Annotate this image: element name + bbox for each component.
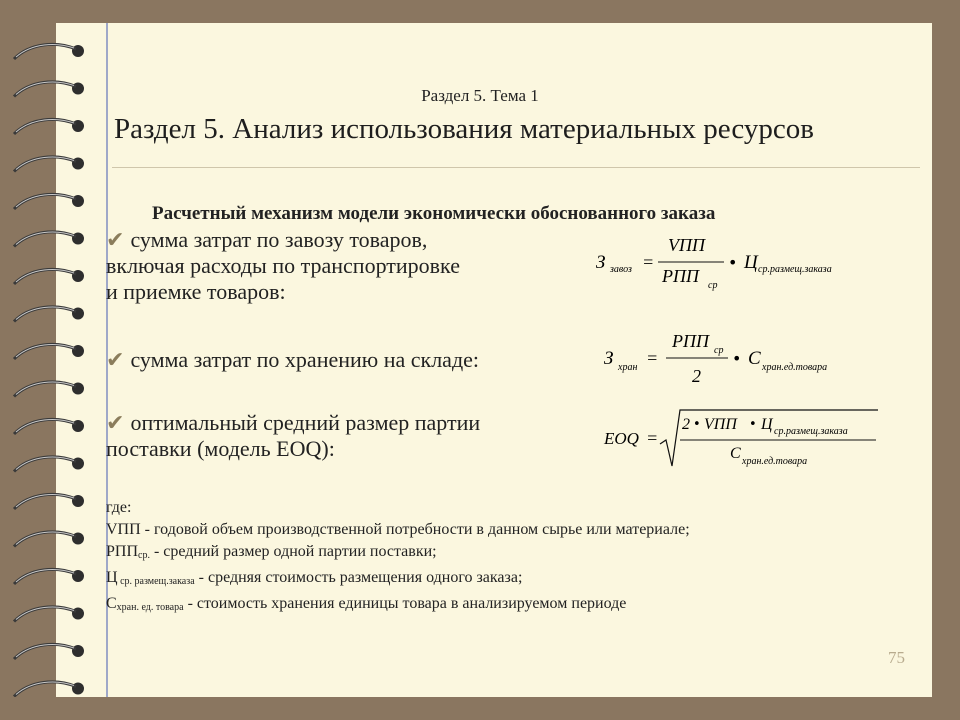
bullet-1	[106, 227, 460, 305]
f3-lhs: EOQ	[604, 429, 639, 448]
legend-item	[106, 519, 690, 541]
legend-desc: - средний размер одной партии поставки;	[149, 543, 437, 560]
bullet-1-line-3: и приемке товаров:	[106, 279, 286, 304]
f3-dot-1: •	[693, 417, 701, 432]
spiral-ring	[14, 307, 84, 322]
legend-desc: - годовой объем производственной потребности в данном сырье или материале;	[140, 521, 690, 538]
f3-num-a: 2	[682, 416, 690, 433]
legend-term: VПП	[106, 521, 141, 538]
formula-delivery-cost	[592, 232, 872, 296]
spiral-ring	[14, 119, 84, 134]
f1-den: РПП	[662, 266, 699, 286]
legend-sub: ср.	[138, 550, 150, 561]
bullet-1-line-2: включая расходы по транспортировке	[106, 253, 460, 278]
f3-num-b: VПП	[704, 416, 737, 433]
f2-lhs-sub: хран	[618, 362, 638, 373]
section-subtitle: Расчетный механизм модели экономически обоснованного заказа	[152, 203, 716, 224]
f1-factor-sub: ср.размещ.заказа	[758, 264, 832, 275]
spiral-ring	[14, 569, 84, 584]
legend-item	[106, 593, 690, 619]
formula-storage-cost	[600, 328, 870, 392]
spiral-ring	[14, 457, 84, 472]
f2-num-sub: ср	[714, 345, 724, 356]
legend-sub: хран. ед. товара	[116, 602, 184, 613]
f2-factor: С	[748, 348, 761, 369]
f3-den-sub: хран.ед.товара	[742, 456, 808, 467]
f1-num: VПП	[668, 235, 705, 255]
checkmark-icon: ✔	[106, 227, 125, 252]
title-divider	[112, 167, 920, 168]
f2-lhs: З	[604, 348, 614, 369]
legend	[106, 497, 690, 619]
topic-label: Раздел 5. Тема 1	[421, 86, 539, 105]
bullet-3-line-2: поставки (модель EOQ):	[106, 436, 335, 461]
bullet-2	[106, 347, 479, 373]
legend-intro: где:	[106, 499, 132, 516]
spiral-ring	[14, 157, 84, 172]
spiral-ring	[14, 232, 84, 247]
f1-lhs-sub: завоз	[610, 264, 632, 275]
f3-den: С	[730, 445, 741, 462]
f1-dot: •	[728, 253, 738, 272]
f3-num-c-sub: ср.размещ.заказа	[774, 426, 848, 437]
bullet-1-line-1: сумма затрат по завозу товаров,	[130, 227, 428, 252]
f3-eq: =	[646, 428, 659, 448]
bullet-3-line-1: оптимальный средний размер партии	[130, 410, 481, 435]
f2-dot: •	[732, 349, 742, 368]
bullet-3	[106, 410, 480, 462]
f3-num-c: Ц	[761, 416, 773, 433]
legend-term: Ц	[106, 569, 118, 586]
legend-desc: - стоимость хранения единицы товара в анализируемом периоде	[183, 595, 627, 612]
spiral-ring	[14, 44, 84, 59]
spiral-ring	[14, 644, 84, 659]
f1-den-sub: ср	[708, 280, 718, 291]
checkmark-icon: ✔	[106, 347, 125, 372]
spiral-ring	[14, 194, 84, 209]
page-title: Раздел 5. Анализ использования материальных ресурсов	[114, 113, 814, 145]
checkmark-icon: ✔	[106, 410, 125, 435]
f3-dot-2: •	[749, 417, 757, 432]
f1-factor: Ц	[744, 252, 758, 273]
spiral-ring	[14, 344, 84, 359]
legend-item	[106, 567, 690, 593]
legend-desc: - средняя стоимость размещения одного заказа;	[194, 569, 523, 586]
legend-term: РПП	[106, 543, 139, 560]
f1-lhs: З	[596, 252, 606, 273]
spiral-ring	[14, 682, 84, 697]
f2-num: РПП	[672, 331, 709, 351]
f2-factor-sub: хран.ед.товара	[762, 362, 828, 373]
bullet-2-line-1: сумма затрат по хранению на складе:	[130, 347, 480, 372]
spiral-ring	[14, 607, 84, 622]
legend-item	[106, 541, 690, 567]
legend-sub: ср. размещ.заказа	[117, 576, 195, 587]
spiral-ring	[14, 532, 84, 547]
legend-term: С	[106, 595, 117, 612]
formula-eoq	[600, 404, 890, 476]
spiral-ring	[14, 419, 84, 434]
spiral-ring	[14, 269, 84, 284]
f1-eq: =	[642, 252, 655, 272]
spiral-ring	[14, 494, 84, 509]
page-number: 75	[888, 648, 905, 667]
spiral-ring	[14, 382, 84, 397]
f2-eq: =	[646, 348, 659, 368]
f2-den: 2	[692, 366, 701, 386]
spiral-binding	[0, 23, 100, 697]
